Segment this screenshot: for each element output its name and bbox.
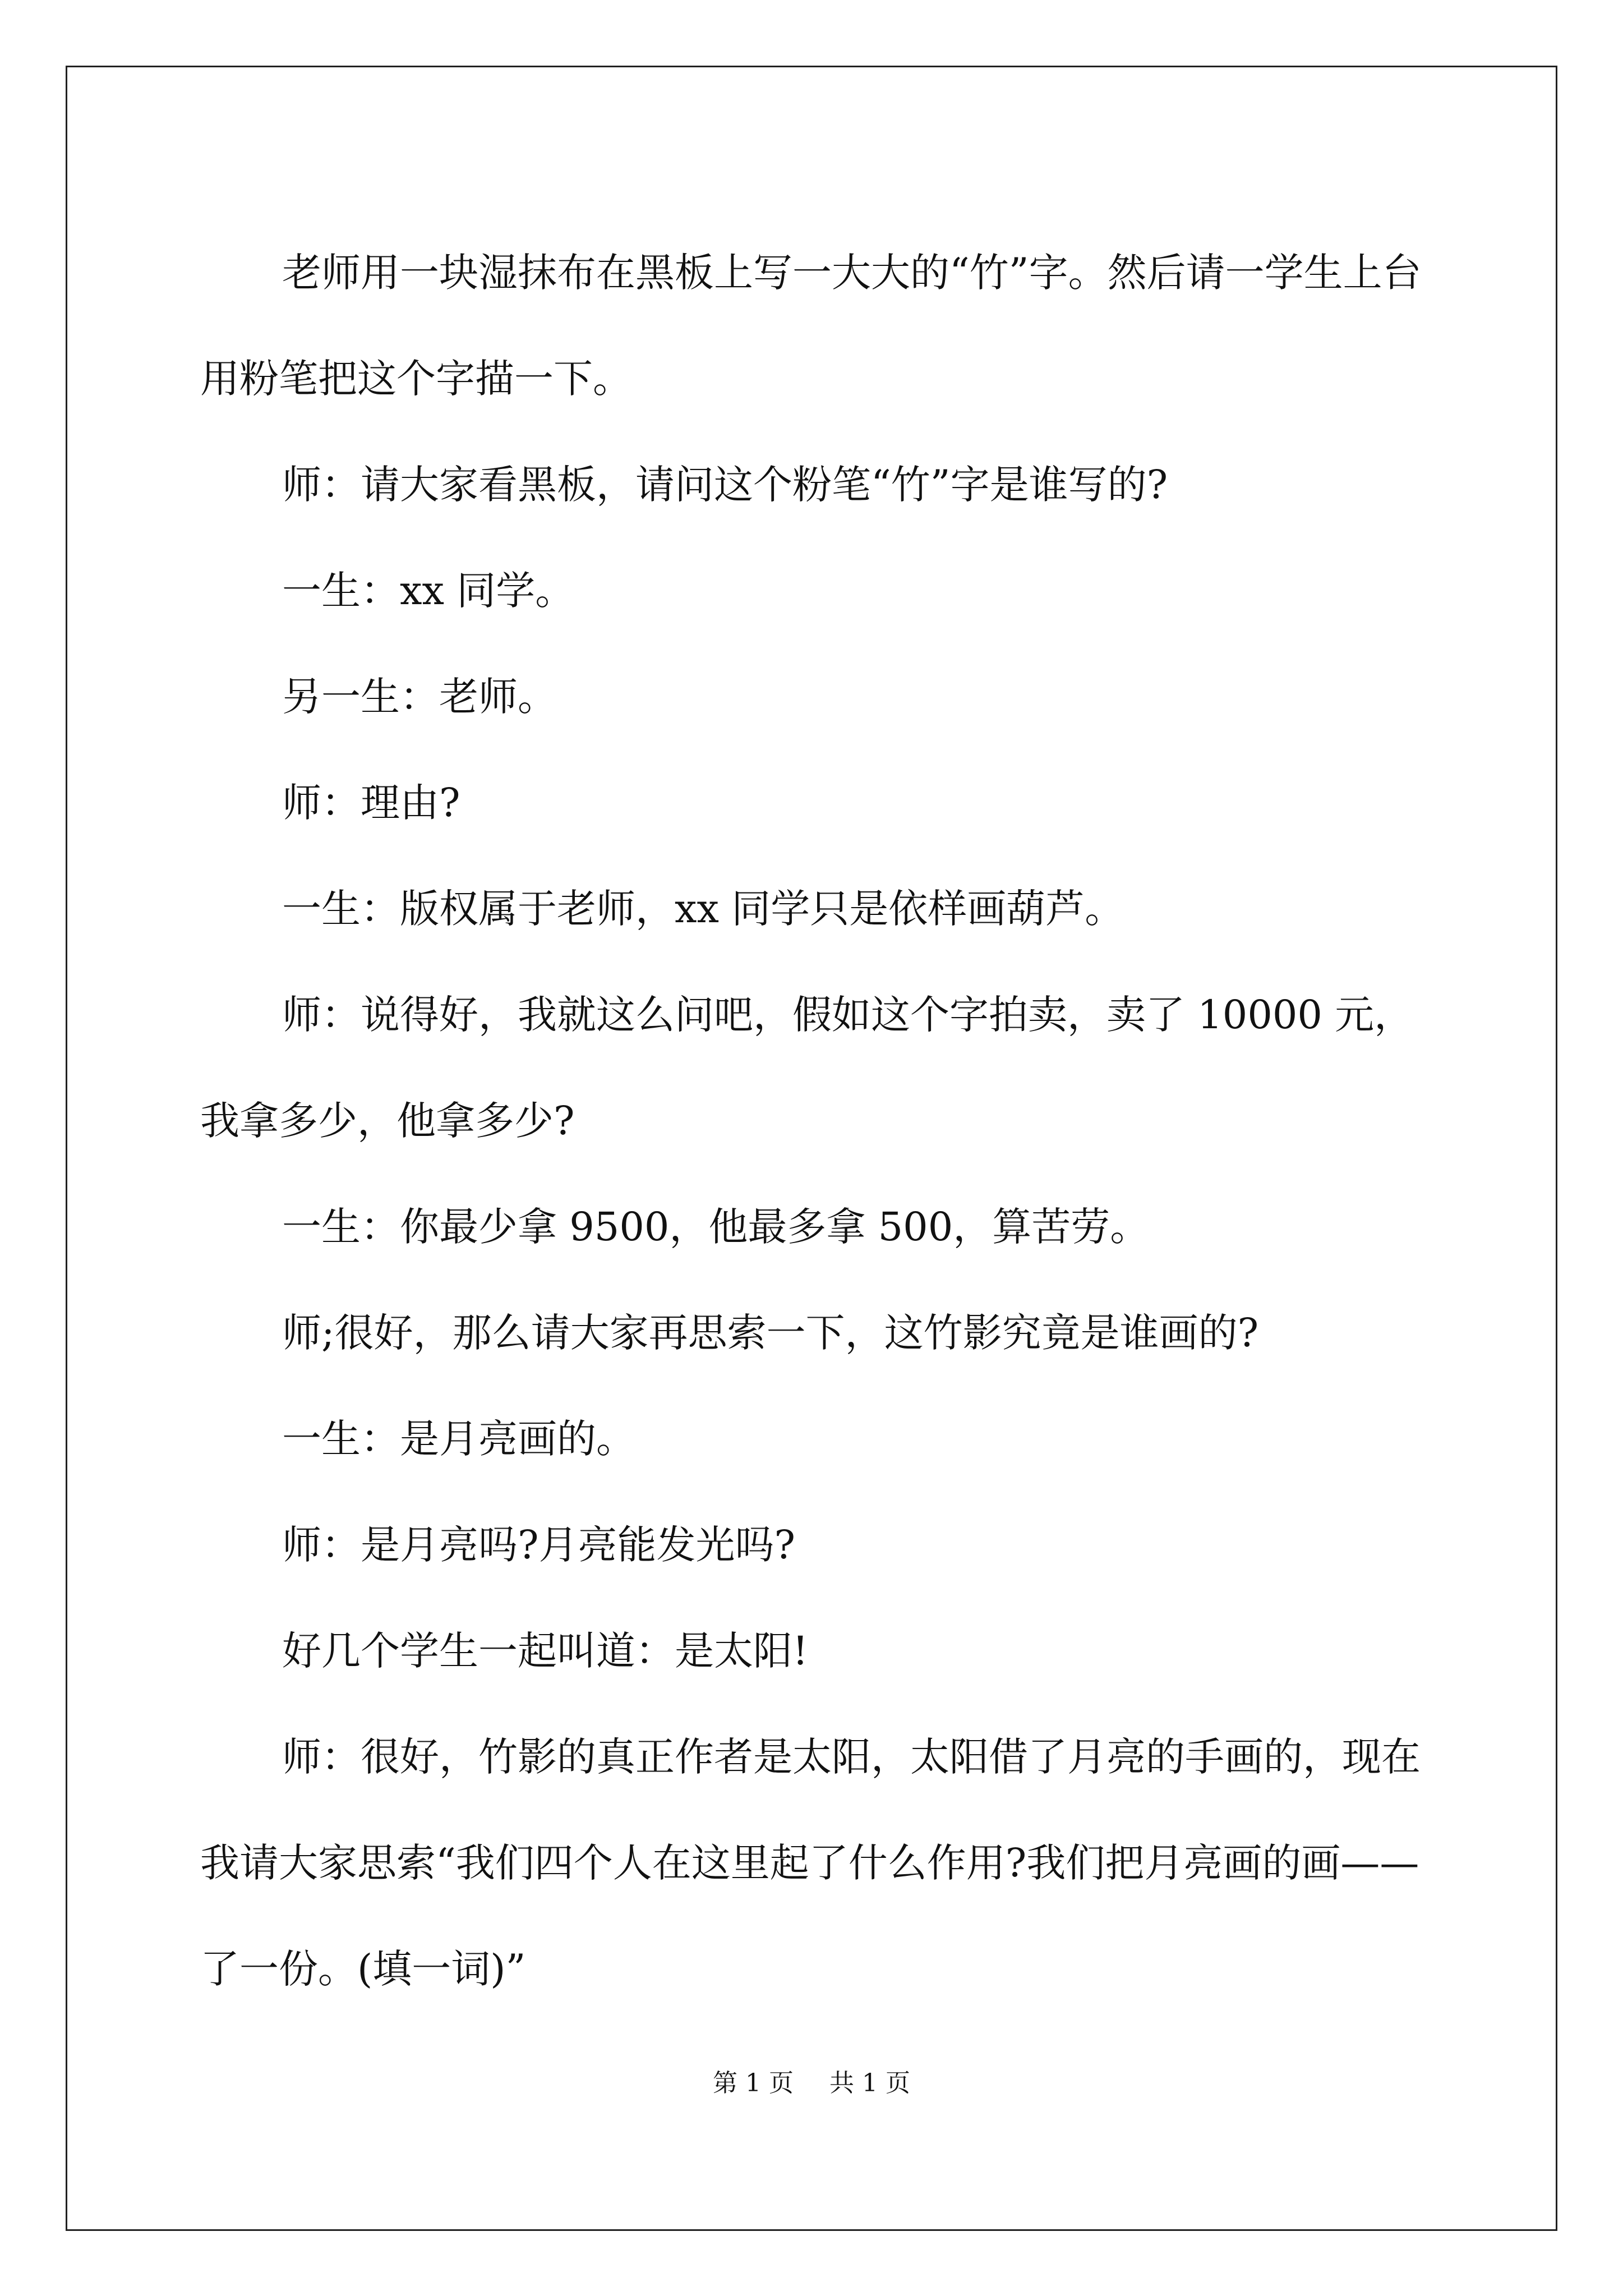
paragraph-4: 另一生：老师。	[282, 674, 557, 720]
paragraph-9: 师;很好，那么请大家再思索一下，这竹影究竟是谁画的?	[282, 1310, 1259, 1356]
paragraph-2: 师：请大家看黑板，请问这个粉笔“竹”字是谁写的?	[282, 462, 1168, 508]
paragraph-3: 一生：xx 同学。	[282, 568, 575, 614]
document-body	[200, 220, 1432, 2022]
page-number-current: 第 1 页	[713, 2069, 794, 2097]
paragraph-5: 师：理由?	[282, 780, 460, 826]
paragraph-1: 老师用一块湿抹布在黑板上写一大大的“竹”字。然后请一学生上台用粉笔把这个字描一下。	[200, 250, 1422, 402]
paragraph-6: 一生：版权属于老师，xx 同学只是依样画葫芦。	[282, 886, 1124, 932]
paragraph-10: 一生：是月亮画的。	[282, 1416, 635, 1462]
paragraph-12: 好几个学生一起叫道：是太阳!	[282, 1628, 809, 1674]
paragraph-11: 师：是月亮吗?月亮能发光吗?	[282, 1522, 796, 1568]
paragraph-8: 一生：你最少拿 9500，他最多拿 500，算苦劳。	[282, 1204, 1150, 1250]
paragraph-13: 师：很好，竹影的真正作者是太阳，太阳借了月亮的手画的，现在我请大家思索“我们四个人在这里起了什么作用?我们把月亮画的画——了一份。(填一词)”	[200, 1734, 1421, 1992]
page-number-total: 共 1 页	[829, 2069, 910, 2097]
page-footer	[0, 2067, 1623, 2100]
paragraph-7: 师：说得好，我就这么问吧，假如这个字拍卖，卖了 10000 元，我拿多少，他拿多少?	[200, 992, 1414, 1144]
